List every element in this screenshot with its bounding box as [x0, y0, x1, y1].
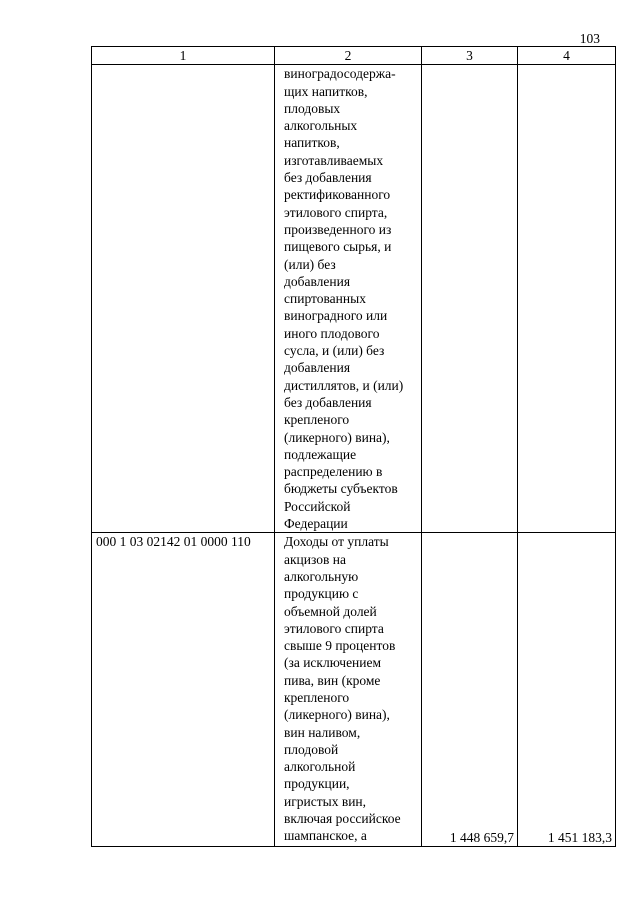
amount-col4	[518, 65, 616, 533]
description-line: продукцию с	[284, 586, 359, 602]
description-line: дистиллятов, и (или)	[284, 377, 404, 393]
column-header-1: 1	[92, 47, 275, 65]
description-line: пищевого сырья, и	[284, 239, 392, 255]
description-line: объемной долей	[284, 603, 377, 619]
description-line: ректификованного	[284, 187, 391, 203]
description-line: шампанское, а	[284, 828, 367, 844]
description-line: (ликерного) вина),	[284, 429, 390, 445]
description-line: игристых вин,	[284, 793, 367, 809]
description-line: сусла, и (или) без	[284, 343, 385, 359]
description-line: плодовых	[284, 100, 341, 116]
description-line: свыше 9 процентов	[284, 638, 396, 654]
amount-col4: 1 451 183,3	[518, 533, 616, 847]
description-line: без добавления	[284, 170, 372, 186]
code-cell	[92, 65, 275, 533]
description-line: акцизов на	[284, 551, 346, 567]
description-line: изготавливаемых	[284, 152, 384, 168]
description-line: без добавления	[284, 394, 372, 410]
column-header-4: 4	[518, 47, 616, 65]
description-line: добавления	[284, 273, 351, 289]
amount-col3	[422, 65, 518, 533]
description-line: алкогольной	[284, 759, 356, 775]
description-cell	[275, 533, 422, 847]
description-line: Федерации	[284, 516, 348, 532]
description-line: включая российское	[284, 811, 401, 827]
description-line: продукции,	[284, 776, 350, 792]
table-header-row	[92, 47, 616, 65]
description-line: плодовой	[284, 741, 339, 757]
description-cell	[275, 65, 422, 533]
description-line: бюджеты субъектов	[284, 481, 398, 497]
description-line: пива, вин (кроме	[284, 672, 381, 688]
description-text	[284, 65, 419, 532]
column-header-2: 2	[275, 47, 422, 65]
description-line: напитков,	[284, 135, 340, 151]
description-line: (за исключением	[284, 655, 382, 671]
description-line: произведенного из	[284, 221, 392, 237]
description-line: распределению в	[284, 464, 383, 480]
description-line: спиртованных	[284, 291, 366, 307]
table-row	[92, 533, 616, 847]
description-line: крепленого	[284, 412, 350, 428]
description-line: подлежащие	[284, 446, 357, 462]
table-row	[92, 65, 616, 533]
description-line: этилового спирта,	[284, 204, 388, 220]
description-line: алкогольных	[284, 118, 358, 134]
budget-table	[91, 46, 616, 847]
description-line: щих напитков,	[284, 83, 368, 99]
description-line: добавления	[284, 360, 351, 376]
description-line: Доходы от уплаты	[284, 534, 389, 550]
description-line: этилового спирта	[284, 620, 384, 636]
description-line: (ликерного) вина),	[284, 707, 390, 723]
description-line: виноградосодержа-	[284, 66, 396, 82]
column-header-3: 3	[422, 47, 518, 65]
page-number: 103	[579, 31, 600, 46]
description-line: иного плодового	[284, 325, 380, 341]
description-line: (или) без	[284, 256, 336, 272]
code-cell: 000 1 03 02142 01 0000 110	[92, 533, 275, 847]
description-line: Российской	[284, 498, 351, 514]
description-line: вин наливом,	[284, 724, 361, 740]
description-text	[284, 533, 419, 844]
description-line: виноградного или	[284, 308, 388, 324]
description-line: крепленого	[284, 689, 350, 705]
description-line: алкогольную	[284, 568, 359, 584]
amount-col3: 1 448 659,7	[422, 533, 518, 847]
